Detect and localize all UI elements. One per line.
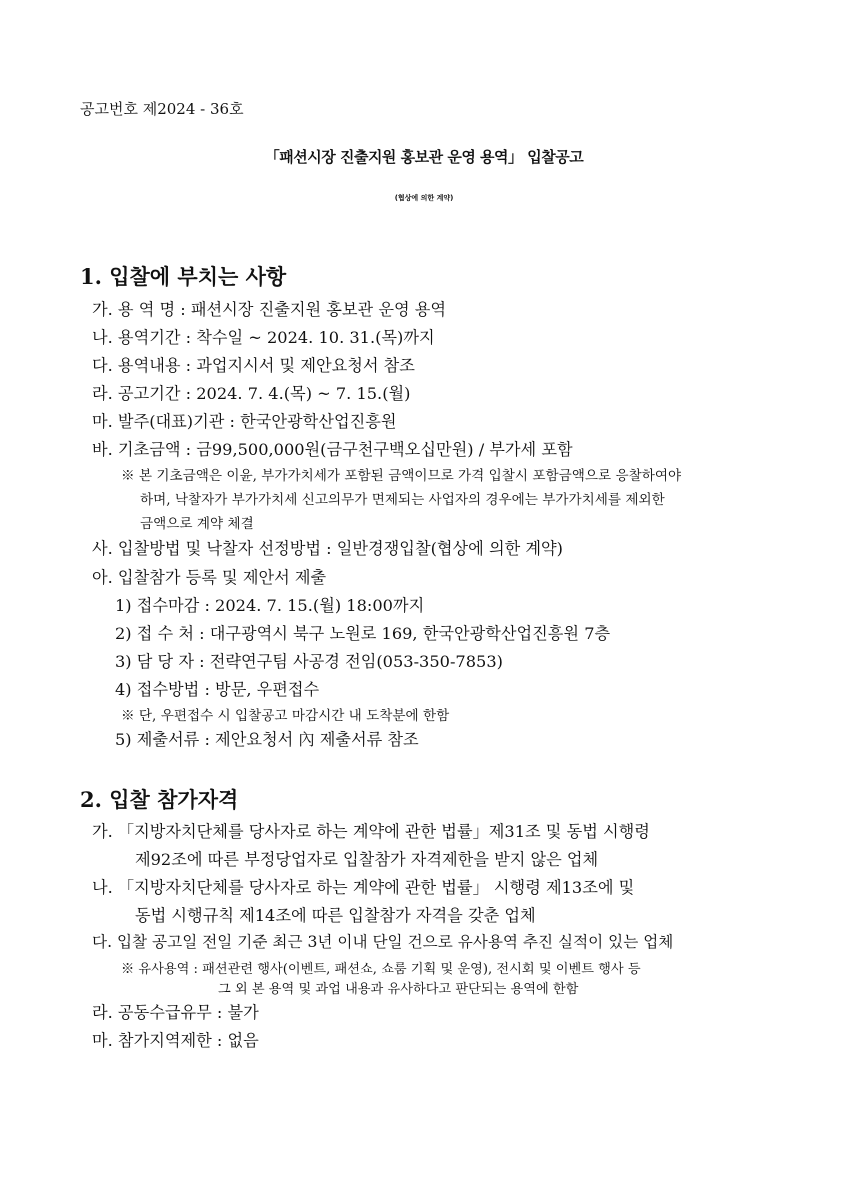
- base-amount-note-line-2: 하며, 낙찰자가 부가가치세 신고의무가 면제되는 사업자의 경우에는 부가가치세를 제외한: [140, 492, 665, 508]
- item-bidding-method: 사. 입찰방법 및 낙찰자 선정방법 : 일반경쟁입찰(협상에 의한 계약): [92, 539, 563, 558]
- subitem-contact-person: 3) 담 당 자 : 전략연구팀 사공경 전임(053-350-7853): [115, 652, 503, 671]
- subitem-deadline: 1) 접수마감 : 2024. 7. 15.(월) 18:00까지: [115, 596, 425, 615]
- qualification-ga-line-2: 제92조에 따른 부정당업자로 입찰참가 자격제한을 받지 않은 업체: [135, 850, 599, 869]
- section-2-heading: 2. 입찰 참가자격: [80, 787, 239, 812]
- notice-number: 공고번호 제2024 - 36호: [80, 100, 244, 118]
- qualification-na-line-1: 나. 「지방자치단체를 당사자로 하는 계약에 관한 법률」 시행령 제13조에 및: [92, 878, 635, 897]
- qualification-ma-line: 마. 참가지역제한 : 없음: [92, 1031, 259, 1050]
- similar-service-note-line-1: ※ 유사용역 : 패션관련 행사(이벤트, 패션쇼, 쇼룸 기획 및 운영), 전시회 및 이벤트 행사 등: [121, 962, 641, 977]
- submission-method-note: ※ 단, 우편접수 시 입찰공고 마감시간 내 도착분에 한함: [121, 708, 450, 724]
- page-subtitle: (협상에 의한 계약): [394, 194, 454, 202]
- similar-service-note-line-2: 그 외 본 용역 및 과업 내용과 유사하다고 판단되는 용역에 한함: [218, 982, 579, 997]
- base-amount-note-line-3: 금액으로 계약 체결: [140, 516, 254, 532]
- item-ordering-agency: 마. 발주(대표)기관 : 한국안광학산업진흥원: [92, 412, 397, 431]
- base-amount-note-line-1: ※ 본 기초금액은 이윤, 부가가치세가 포함된 금액이므로 가격 입찰시 포함금액으로 응찰하여야: [121, 468, 682, 484]
- item-registration: 아. 입찰참가 등록 및 제안서 제출: [92, 568, 327, 587]
- item-notice-period: 라. 공고기간 : 2024. 7. 4.(목) ~ 7. 15.(월): [92, 384, 411, 403]
- qualification-ra-line: 라. 공동수급유무 : 불가: [92, 1003, 259, 1022]
- item-service-content: 다. 용역내용 : 과업지시서 및 제안요청서 참조: [92, 356, 415, 375]
- subitem-submission-method: 4) 접수방법 : 방문, 우편접수: [115, 680, 320, 699]
- item-base-amount: 바. 기초금액 : 금99,500,000원(금구천구백오십만원) / 부가세 포함: [92, 440, 573, 459]
- page-title: 「패션시장 진출지원 홍보관 운영 용역」 입찰공고: [264, 148, 584, 166]
- subitem-submission-place: 2) 접 수 처 : 대구광역시 북구 노원로 169, 한국안광학산업진흥원 7층: [115, 624, 611, 643]
- section-1-heading: 1. 입찰에 부치는 사항: [80, 264, 287, 289]
- item-service-name: 가. 용 역 명 : 패션시장 진출지원 홍보관 운영 용역: [92, 300, 447, 319]
- qualification-ga-line-1: 가. 「지방자치단체를 당사자로 하는 계약에 관한 법률」제31조 및 동법 시행령: [92, 822, 650, 841]
- qualification-da-line: 다. 입찰 공고일 전일 기준 최근 3년 이내 단일 건으로 유사용역 추진 실적이 있는 업체: [92, 933, 674, 951]
- item-service-period: 나. 용역기간 : 착수일 ~ 2024. 10. 31.(목)까지: [92, 328, 435, 347]
- subitem-documents: 5) 제출서류 : 제안요청서 內 제출서류 참조: [115, 730, 419, 749]
- qualification-na-line-2: 동법 시행규칙 제14조에 따른 입찰참가 자격을 갖춘 업체: [135, 906, 536, 925]
